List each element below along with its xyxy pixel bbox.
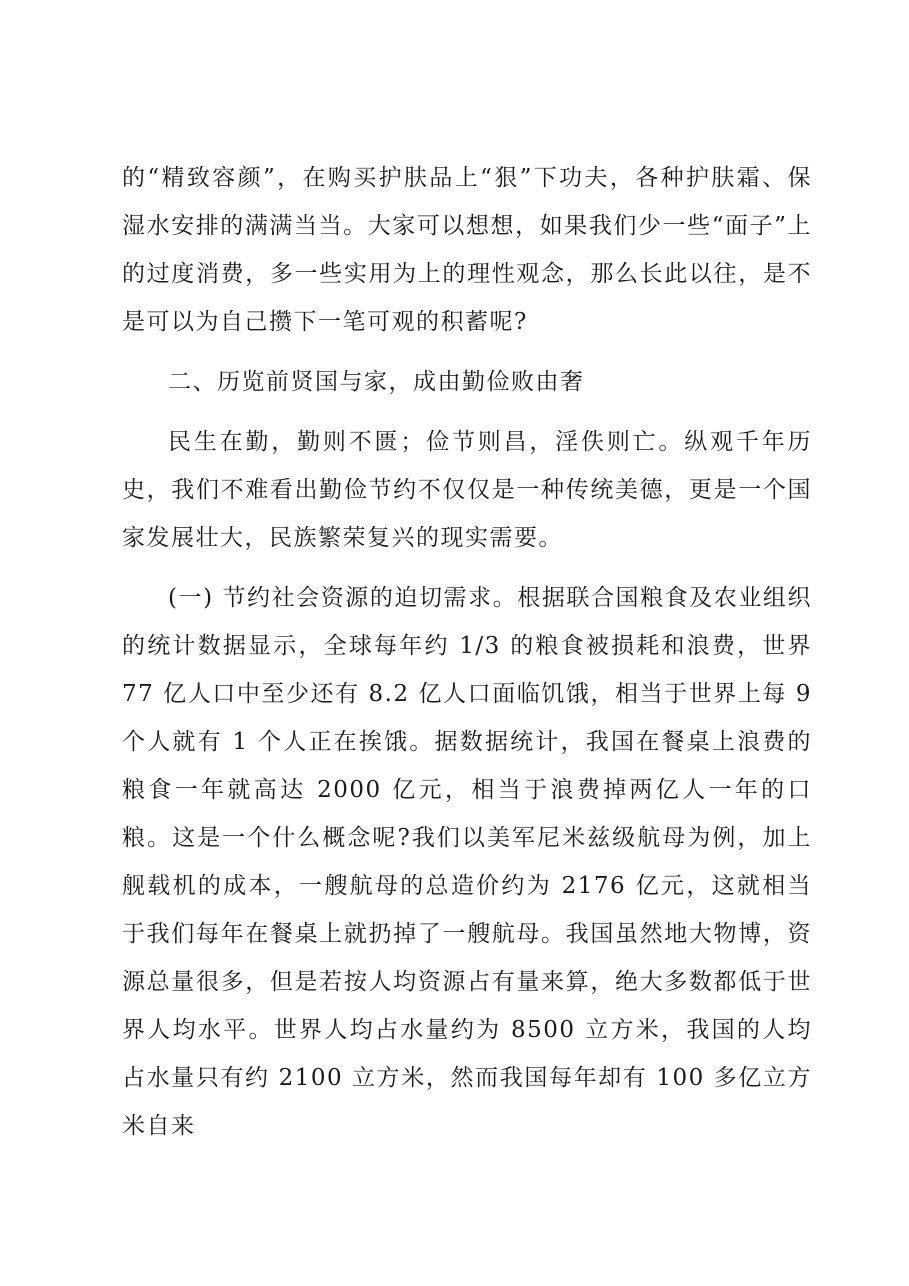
paragraph-intro: 民生在勤，勤则不匮；俭节则昌，淫佚则亡。纵观千年历史，我们不难看出勤俭节约不仅仅是一种传统美德，更是一个国家发展壮大，民族繁荣复兴的现实需要。 bbox=[122, 429, 812, 551]
paragraph-resources: (一) 节约社会资源的迫切需求。根据联合国粮食及农业组织的统计数据显示，全球每年约 1/3 的粮食被损耗和浪费，世界 77 亿人口中至少还有 8.2 亿人口面临饥饿，相当于世界上每 9 个人就有 1 个人正在挨饿。据数据统计，我国在餐桌上浪费的粮食一年就高达 2000 亿元，相当于浪费掉两亿人一年的口粮。这是一个什么概念呢?我们以美军尼米兹级航母为例，加上舰载机的成本，一艘航母的总造价约为 2176 亿元，这就相当于我们每年在餐桌上就扔掉了一艘航母。我国虽然地大物博，资源总量很多，但是若按人均资源占有量来算，绝大多数都低于世界人均水平。世界人均占水量约为 8500 立方米，我国的人均占水量只有约 2100 立方米，然而我国每年却有 100 多亿立方米自来 bbox=[122, 585, 812, 1139]
section-heading: 二、历览前贤国与家，成由勤俭败由奢 bbox=[168, 369, 585, 395]
paragraph-continuation: 的“精致容颜”，在购买护肤品上“狠”下功夫，各种护肤霜、保湿水安排的满满当当。大家可以想想，如果我们少一些“面子”上的过度消费，多一些实用为上的理性观念，那么长此以往，是不是可以为自己攒下一笔可观的积蓄呢? bbox=[122, 165, 812, 335]
document-body bbox=[122, 154, 812, 1162]
